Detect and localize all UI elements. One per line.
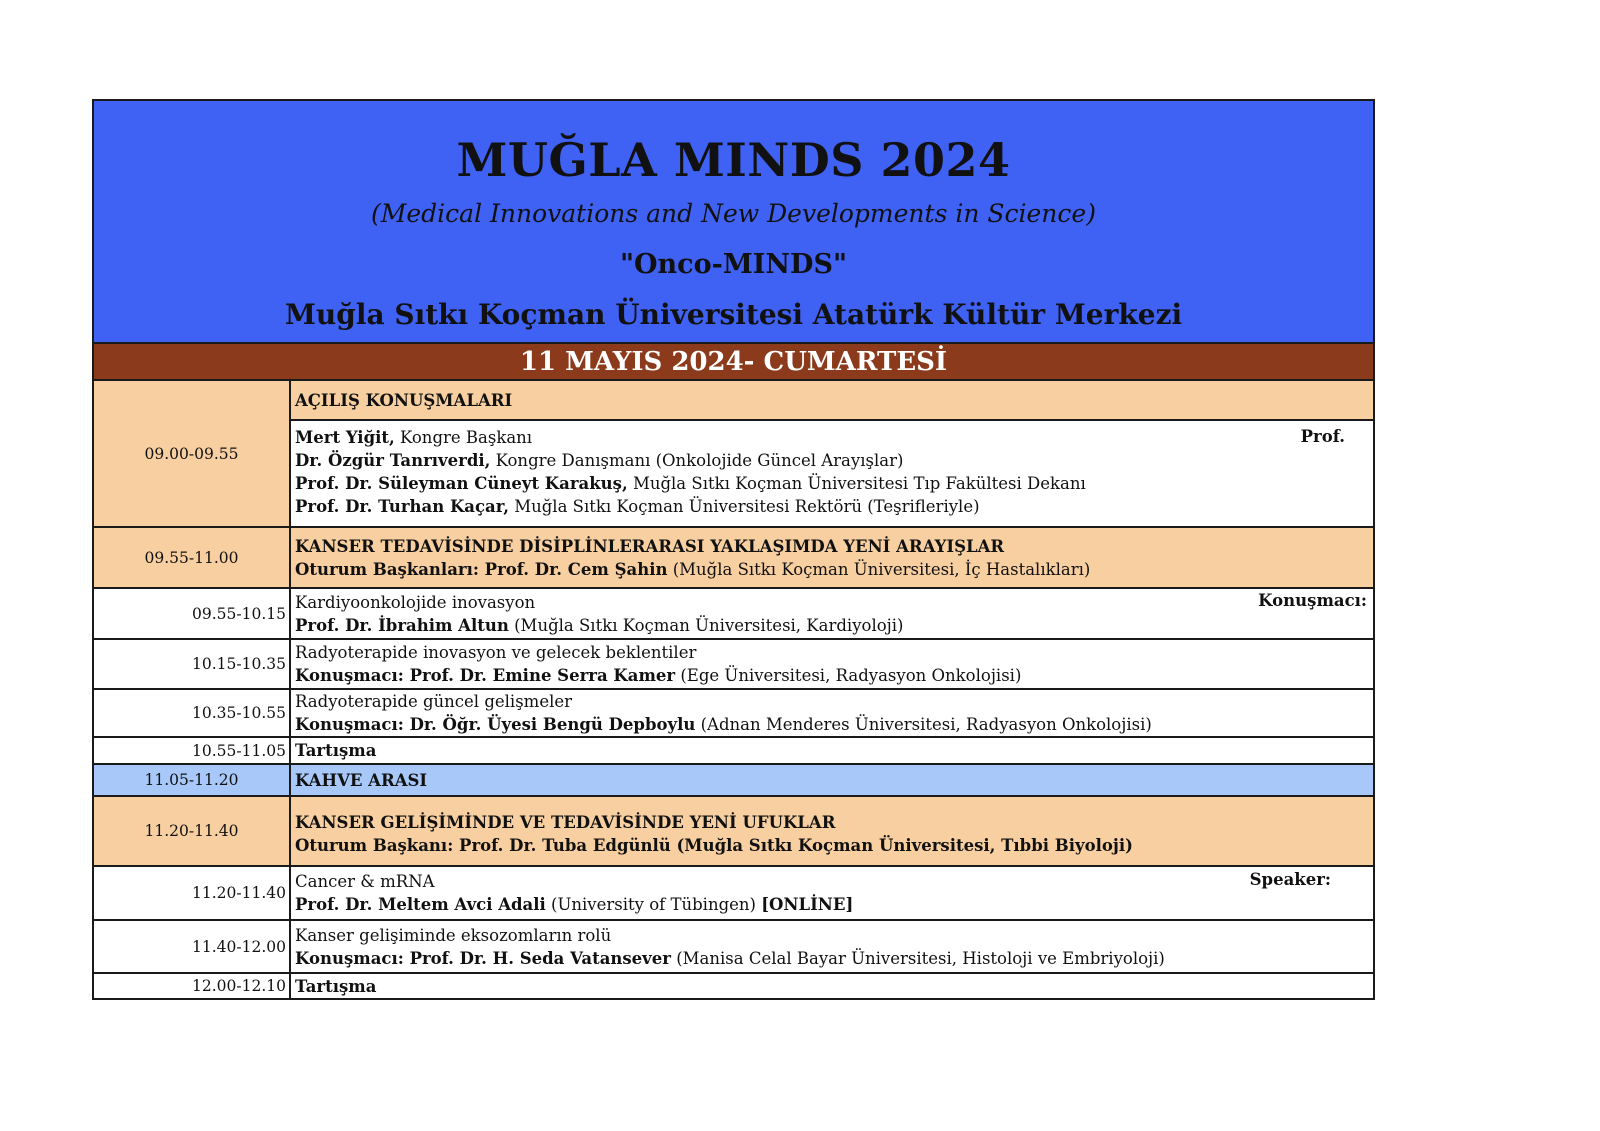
coffee-break-label: KAHVE ARASI — [295, 770, 428, 790]
speaker-name: Dr. Özgür Tanrıverdi, — [295, 451, 491, 470]
session-chairs — [295, 558, 1369, 581]
talk-topic: Cancer & mRNA — [295, 872, 435, 891]
session-content — [291, 528, 1373, 587]
time-cell: 10.55-11.05 — [94, 738, 291, 763]
speaker-name: Konuşmacı: Dr. Öğr. Üyesi Bengü Depboylu — [295, 715, 696, 734]
speaker-role: Kongre Danışmanı (Onkolojide Güncel Arayışlar) — [490, 451, 904, 470]
session-row — [94, 797, 1373, 867]
header-block — [94, 101, 1373, 344]
speaker-affiliation: (Ege Üniversitesi, Radyasyon Onkolojisi) — [675, 666, 1022, 685]
talk-row — [94, 589, 1373, 640]
discussion-content — [291, 738, 1373, 763]
time-cell: 11.20-11.40 — [94, 867, 291, 919]
day-band: 11 MAYIS 2024- CUMARTESİ — [94, 344, 1373, 381]
talk-row — [94, 640, 1373, 690]
discussion-row — [94, 974, 1373, 998]
talk-topic: Radyoterapide inovasyon ve gelecek beklentiler — [295, 643, 697, 662]
talk-topic: Radyoterapide güncel gelişmeler — [295, 692, 573, 711]
talk-topic: Kanser gelişiminde eksozomların rolü — [295, 925, 612, 945]
speaker-line — [295, 426, 1369, 449]
talk-content — [291, 867, 1373, 919]
opening-row — [94, 381, 1373, 528]
time-cell: 09.55-11.00 — [94, 528, 291, 587]
speaker-line — [295, 495, 1369, 518]
discussion-content — [291, 974, 1373, 998]
opening-speakers — [291, 421, 1373, 526]
event-subtitle: (Medical Innovations and New Developments in Science) — [371, 199, 1096, 228]
talk-topic: Kardiyoonkolojide inovasyon — [295, 592, 536, 612]
time-cell: 11.40-12.00 — [94, 921, 291, 972]
speaker-affiliation: (University of Tübingen) — [545, 895, 762, 914]
time-cell: 12.00-12.10 — [94, 974, 291, 998]
talk-content — [291, 589, 1373, 638]
time-cell: 11.20-11.40 — [94, 797, 291, 865]
speaker-name: Prof. Dr. İbrahim Altun — [295, 615, 509, 635]
speaker-affiliation: (Muğla Sıtkı Koçman Üniversitesi, Kardiyoloji) — [508, 615, 904, 635]
speaker-line — [295, 472, 1369, 495]
talk-speaker — [295, 713, 1369, 736]
chairs-affiliation: (Muğla Sıtkı Koçman Üniversitesi, İç Hastalıkları) — [667, 559, 1091, 579]
time-cell: 10.35-10.55 — [94, 690, 291, 736]
discussion-label: Tartışma — [295, 741, 377, 760]
speaker-affiliation: (Adnan Menderes Üniversitesi, Radyasyon Onkolojisi) — [695, 715, 1152, 734]
speaker-name: Konuşmacı: Prof. Dr. Emine Serra Kamer — [295, 666, 676, 685]
speaker-name: Prof. Dr. Turhan Kaçar, — [295, 497, 509, 516]
coffee-break-row — [94, 765, 1373, 797]
online-badge: [ONLİNE] — [761, 895, 854, 914]
event-theme: "Onco-MINDS" — [619, 249, 848, 280]
coffee-break-content — [291, 765, 1373, 795]
speaker-name: Prof. Dr. Süleyman Cüneyt Karakuş, — [295, 474, 628, 493]
talk-speaker — [295, 614, 1369, 637]
speaker-affiliation: (Manisa Celal Bayar Üniversitesi, Histoloji ve Embriyoloji) — [670, 948, 1165, 968]
session-title: AÇILIŞ KONUŞMALARI — [291, 381, 1373, 421]
talk-content — [291, 640, 1373, 688]
chairs-label: Oturum Başkanları: Prof. Dr. Cem Şahin — [295, 559, 668, 579]
time-cell: 09.00-09.55 — [94, 381, 291, 526]
session-title: KANSER TEDAVİSİNDE DİSİPLİNLERARASI YAKLAŞIMDA YENİ ARAYIŞLAR — [295, 536, 1005, 556]
talk-speaker — [295, 664, 1369, 687]
talk-row — [94, 921, 1373, 974]
talk-content — [291, 921, 1373, 972]
speaker-name: Mert Yiğit, — [295, 428, 395, 447]
event-title: MUĞLA MINDS 2024 — [456, 133, 1011, 187]
speaker-role: Muğla Sıtkı Koçman Üniversitesi Rektörü (Teşrifleriyle) — [508, 497, 980, 516]
session-title: KANSER GELİŞİMİNDE VE TEDAVİSİNDE YENİ UFUKLAR — [295, 813, 836, 832]
talk-speaker — [295, 893, 1369, 916]
time-cell: 09.55-10.15 — [94, 589, 291, 638]
discussion-row — [94, 738, 1373, 765]
opening-content — [291, 381, 1373, 526]
stray-label: Speaker: — [1249, 870, 1331, 889]
speaker-role: Muğla Sıtkı Koçman Üniversitesi Tıp Fakültesi Dekanı — [627, 474, 1086, 493]
speaker-name: Prof. Dr. Meltem Avci Adali — [295, 895, 546, 914]
session-row — [94, 528, 1373, 589]
session-chair: Oturum Başkanı: Prof. Dr. Tuba Edgünlü (Muğla Sıtkı Koçman Üniversitesi, Tıbbi Biyoloji) — [295, 836, 1133, 855]
speaker-line — [295, 449, 1369, 472]
time-cell: 10.15-10.35 — [94, 640, 291, 688]
program-table — [92, 99, 1375, 1000]
session-content — [291, 797, 1373, 865]
time-cell: 11.05-11.20 — [94, 765, 291, 795]
talk-speaker — [295, 947, 1369, 970]
discussion-label: Tartışma — [295, 976, 377, 996]
event-venue: Muğla Sıtkı Koçman Üniversitesi Atatürk Kültür Merkezi — [284, 298, 1183, 331]
speaker-name: Konuşmacı: Prof. Dr. H. Seda Vatansever — [295, 948, 671, 968]
talk-row — [94, 690, 1373, 738]
talk-content — [291, 690, 1373, 736]
stray-label: Prof. — [1300, 427, 1345, 446]
speaker-role: Kongre Başkanı — [394, 428, 533, 447]
talk-row — [94, 867, 1373, 921]
stray-label: Konuşmacı: — [1258, 591, 1367, 610]
